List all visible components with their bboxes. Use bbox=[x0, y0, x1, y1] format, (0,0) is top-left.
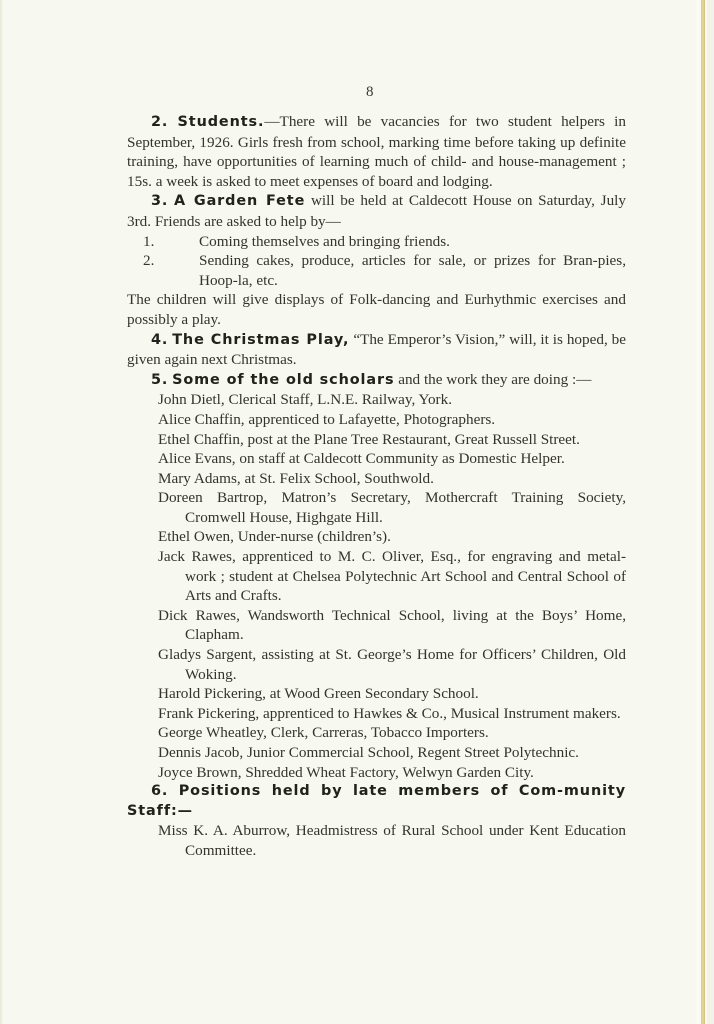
list-item: Frank Pickering, apprenticed to Hawkes & Co., Musical Instrument makers. bbox=[158, 704, 621, 722]
section-2-body: —There will be vacancies for two student helpers in September, 1926. Girls fresh from school, marking time before taking up definite training, have opportunities of learning much of child- and house-management ; 15s. a week is asked to meet expenses of board and lodging. bbox=[127, 113, 627, 190]
section-4-paragraph bbox=[127, 330, 626, 370]
list-item-number: 2. bbox=[143, 252, 155, 270]
section-3-body: will be held at Caldecott House on Saturday, July 3rd. Friends are asked to help by— bbox=[127, 192, 626, 230]
section-5-body: and the work they are doing :— bbox=[394, 370, 592, 388]
list-item-text: Coming themselves and bringing friends. bbox=[199, 232, 450, 250]
page-right-edge-strip bbox=[701, 0, 705, 1024]
section-5-paragraph bbox=[127, 370, 626, 391]
list-item: Jack Rawes, apprenticed to M. C. Oliver, Esq., for engraving and metal-work ; student at Chelsea Polytechnic Art School and Central School of Arts and Crafts. bbox=[158, 548, 626, 605]
list-item bbox=[127, 232, 626, 252]
list-item: Dennis Jacob, Junior Commercial School, Regent Street Polytechnic. bbox=[158, 744, 579, 761]
section-2-number: 2. bbox=[151, 114, 169, 130]
list-item: Joyce Brown, Shredded Wheat Factory, Welwyn Garden City. bbox=[158, 763, 534, 781]
list-item: Doreen Bartrop, Matron’s Secretary, Mothercraft Training Society, Cromwell House, Highgate Hill. bbox=[158, 489, 626, 526]
section-3-heading: A Garden Fete bbox=[174, 193, 306, 210]
section-5-number: 5. bbox=[151, 371, 169, 388]
community-staff-list bbox=[127, 821, 626, 860]
section-4-heading: The Christmas Play, bbox=[172, 331, 350, 348]
list-item: Ethel Owen, Under-nurse (children’s). bbox=[158, 528, 391, 546]
list-item: Mary Adams, at St. Felix School, Southwold. bbox=[158, 469, 434, 487]
page-number: 8 bbox=[366, 84, 374, 100]
section-6-heading: Positions held by late members of Com-munity Staff:— bbox=[127, 783, 626, 819]
list-item: John Dietl, Clerical Staff, L.N.E. Railway, York. bbox=[158, 391, 453, 409]
list-item bbox=[127, 251, 626, 290]
list-item: Dick Rawes, Wandsworth Technical School, living at the Boys’ Home, Clapham. bbox=[158, 606, 626, 644]
list-item: Alice Chaffin, apprenticed to Lafayette, Photographers. bbox=[158, 410, 496, 428]
section-3-number: 3. bbox=[151, 193, 169, 210]
garden-fete-help-list bbox=[127, 232, 626, 291]
list-item: Harold Pickering, at Wood Green Secondary School. bbox=[158, 685, 479, 703]
list-item: Alice Evans, on staff at Caldecott Community as Domestic Helper. bbox=[158, 450, 565, 468]
list-item-text: Sending cakes, produce, articles for sale, or prizes for Bran-pies, Hoop-la, etc. bbox=[199, 252, 626, 289]
list-item-number: 1. bbox=[143, 232, 155, 250]
list-item: George Wheatley, Clerk, Carreras, Tobacco Importers. bbox=[158, 724, 489, 742]
section-6-heading-block bbox=[127, 782, 626, 821]
page-left-edge bbox=[0, 0, 3, 1024]
section-2-heading: Students. bbox=[177, 114, 265, 130]
section-4-number: 4. bbox=[151, 331, 169, 348]
list-item: Miss K. A. Aburrow, Headmistress of Rural School under Kent Education Committee. bbox=[158, 822, 626, 859]
page-outer-margin bbox=[707, 0, 714, 1024]
section-6-number: 6. bbox=[151, 783, 169, 800]
old-scholars-list bbox=[127, 390, 626, 782]
section-5-heading: Some of the old scholars bbox=[172, 371, 395, 388]
section-2-paragraph bbox=[127, 112, 626, 191]
section-4-body: “The Emperor’s Vision,” will, it is hoped, be given again next Christmas. bbox=[127, 330, 626, 369]
section-3-tail: The children will give displays of Folk-dancing and Eurhythmic exercises and possibly a play. bbox=[127, 291, 626, 328]
list-item: Gladys Sargent, assisting at St. George’s Home for Officers’ Children, Old Woking. bbox=[158, 646, 626, 683]
text-block bbox=[127, 112, 626, 861]
section-3-paragraph bbox=[127, 191, 626, 231]
list-item: Ethel Chaffin, post at the Plane Tree Restaurant, Great Russell Street. bbox=[158, 430, 580, 448]
